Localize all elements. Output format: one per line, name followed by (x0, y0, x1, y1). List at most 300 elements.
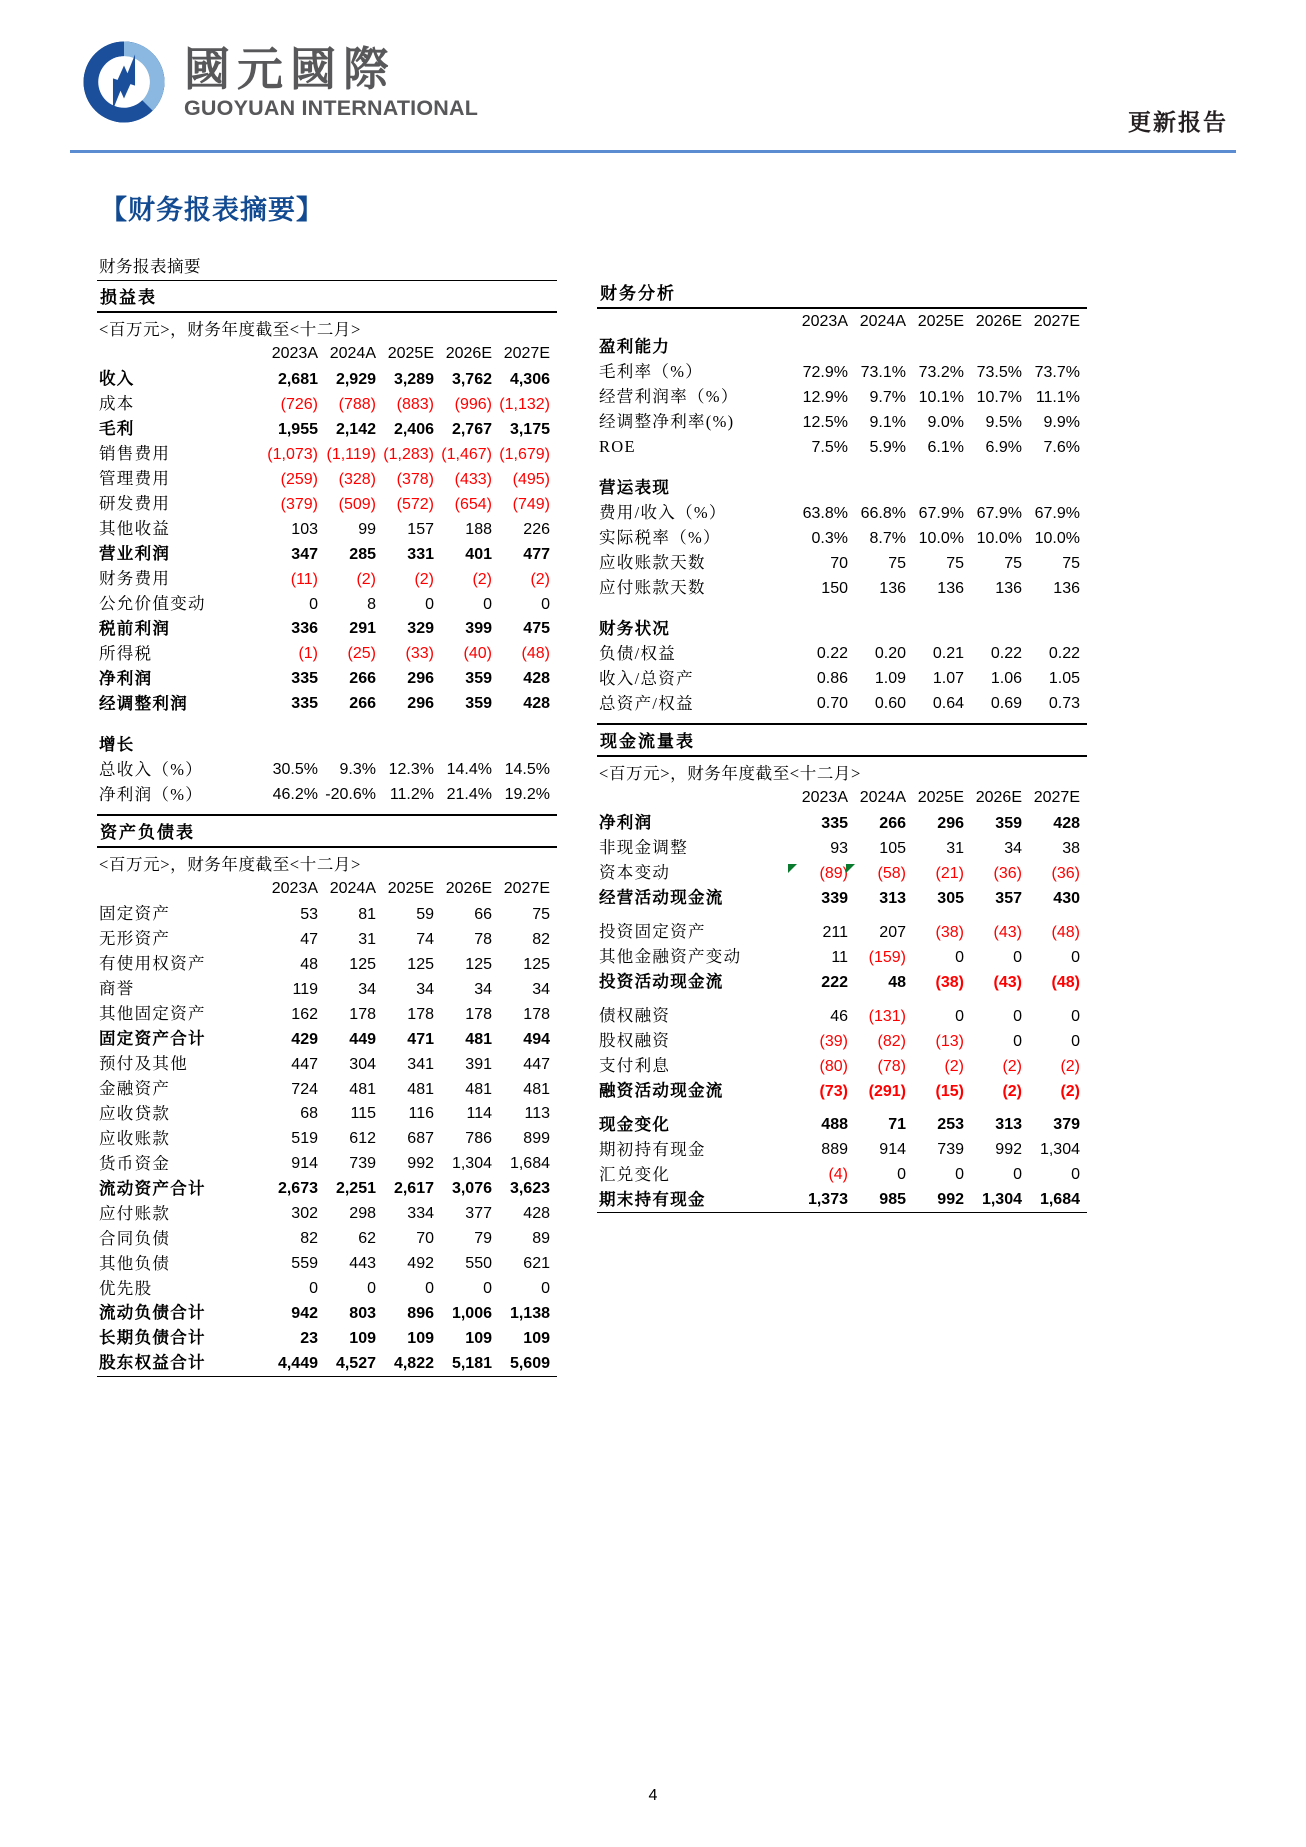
growth-section-header (97, 732, 557, 757)
row-value: (1,467) (441, 445, 492, 463)
table-row (97, 1176, 557, 1201)
column-header-2024A: 2024A (859, 312, 906, 330)
row-value: 481 (465, 1080, 492, 1098)
profitability-section-header (597, 335, 1087, 360)
row-value: 2,142 (335, 420, 376, 438)
row-value: 391 (465, 1055, 492, 1073)
row-value: 687 (407, 1130, 434, 1148)
column-header-blank (597, 309, 797, 335)
row-value: 1,304 (981, 1191, 1022, 1209)
row-value: (328) (338, 470, 376, 488)
row-value: 34 (416, 980, 434, 998)
row-value: 0.3% (811, 529, 848, 547)
table-row (97, 782, 557, 807)
row-value: 0.64 (932, 695, 964, 713)
row-value: 1.06 (990, 670, 1022, 688)
row-value: 136 (879, 579, 906, 597)
row-value: (38) (935, 973, 964, 991)
row-value: 1,684 (1039, 1191, 1080, 1209)
row-value: 2,673 (277, 1180, 318, 1198)
row-value: 10.0% (976, 529, 1022, 547)
row-value: 14.5% (504, 761, 550, 779)
row-value: 66.8% (860, 504, 906, 522)
row-value: 46.2% (272, 786, 318, 804)
table-row (97, 367, 557, 392)
financial-tables-area (0, 253, 1306, 1377)
row-value: 7.5% (811, 438, 848, 456)
column-header-2027E: 2027E (1033, 312, 1080, 330)
column-header-2026E: 2026E (445, 879, 492, 897)
empty-cell (325, 732, 383, 757)
row-value: (25) (347, 645, 376, 663)
column-header-2027E: 2027E (1033, 788, 1080, 806)
table-row (597, 435, 1087, 460)
row-value: 428 (1053, 815, 1080, 832)
table-row (597, 550, 1087, 575)
row-label: 净利润 (599, 813, 653, 833)
row-value: 93 (830, 839, 848, 857)
row-value: 313 (995, 1116, 1022, 1134)
row-label: 固定资产合计 (99, 1028, 206, 1048)
report-type-label: 更新报告 (1128, 110, 1228, 135)
row-value: 68 (300, 1105, 318, 1123)
row-value: 0 (1013, 1032, 1022, 1050)
row-value: 0.22 (1048, 645, 1080, 663)
row-value: (48) (1051, 923, 1080, 941)
row-label: ROE (599, 437, 636, 457)
row-value: 0 (1071, 1032, 1080, 1050)
row-value: 447 (523, 1055, 550, 1073)
row-value: 339 (821, 889, 848, 907)
empty-cell (913, 335, 971, 360)
row-value: 1,138 (509, 1305, 550, 1323)
row-value: 0 (541, 595, 550, 613)
row-value: 0.21 (932, 645, 964, 663)
row-value: 0 (1071, 948, 1080, 966)
row-label: 合同负债 (99, 1228, 171, 1248)
row-label: 其他负债 (99, 1253, 171, 1273)
row-label: 财务费用 (99, 568, 171, 588)
row-label: 长期负债合计 (99, 1328, 206, 1348)
row-value: 2,681 (277, 370, 318, 388)
row-value: 1,955 (277, 420, 318, 438)
row-label: 实际税率（%） (599, 527, 721, 547)
row-value: 0.69 (990, 695, 1022, 713)
spacer-cell (97, 716, 557, 732)
row-label: 研发费用 (99, 494, 171, 514)
row-value: 313 (879, 889, 906, 907)
table-row (597, 500, 1087, 525)
row-label: 债权融资 (599, 1006, 671, 1026)
row-value: 109 (349, 1330, 376, 1348)
row-label: 经营利润率（%） (599, 387, 739, 407)
row-value: 103 (291, 520, 318, 538)
row-value: 0 (1013, 1007, 1022, 1025)
table-row (97, 1051, 557, 1076)
row-label: 期初持有现金 (599, 1139, 706, 1159)
row-value: (89) (797, 861, 855, 886)
row-value: 1,304 (1039, 1141, 1080, 1159)
section-label: 增长 (99, 734, 135, 754)
guoyuan-logo-icon (78, 36, 170, 128)
table-row (97, 1076, 557, 1101)
row-value: 477 (523, 545, 550, 563)
row-value: 136 (1053, 579, 1080, 597)
row-value: 157 (407, 520, 434, 538)
row-value: 73.1% (860, 363, 906, 381)
row-value: 0 (425, 1280, 434, 1298)
row-value: 2,617 (393, 1180, 434, 1198)
row-value: 0.20 (874, 645, 906, 663)
row-label: 投资活动现金流 (599, 972, 724, 992)
balance-sheet-bottom-rule (97, 1376, 557, 1377)
row-value: 23 (300, 1330, 318, 1348)
table-row (97, 666, 557, 691)
row-value: 222 (821, 973, 848, 991)
row-label: 总资产/权益 (599, 693, 694, 713)
row-value: 304 (349, 1055, 376, 1073)
row-value: 34 (532, 980, 550, 998)
spacer-row (597, 994, 1087, 1003)
spacer-cell (597, 1103, 1087, 1112)
row-value: 336 (291, 620, 318, 638)
row-value: 559 (291, 1255, 318, 1273)
empty-cell (1029, 475, 1087, 500)
row-value: 334 (407, 1205, 434, 1223)
table-row (597, 1187, 1087, 1212)
row-value: 428 (523, 695, 550, 713)
row-value: 82 (532, 930, 550, 948)
row-value: (131) (868, 1007, 906, 1025)
row-value: -20.6% (325, 786, 376, 804)
row-label: 流动资产合计 (99, 1178, 206, 1198)
header-divider (70, 150, 1236, 153)
empty-cell (971, 475, 1029, 500)
spacer-cell (597, 911, 1087, 920)
row-label: 投资固定资产 (599, 922, 706, 942)
row-value: (379) (280, 495, 318, 513)
row-value: 331 (407, 545, 434, 563)
row-value: 70 (830, 554, 848, 572)
row-value: (572) (396, 495, 434, 513)
column-header-2024A: 2024A (859, 788, 906, 806)
row-value: 889 (821, 1141, 848, 1159)
row-value: (2) (944, 1057, 964, 1075)
row-value: 11.1% (1035, 388, 1080, 406)
row-label: 成本 (99, 394, 135, 414)
row-label: 无形资产 (99, 929, 171, 949)
empty-cell (797, 616, 855, 641)
row-label: 应付账款 (99, 1203, 171, 1223)
row-value: 178 (407, 1005, 434, 1023)
row-value: 0.70 (816, 695, 848, 713)
row-value: 8 (367, 595, 376, 613)
row-value: 0.22 (816, 645, 848, 663)
column-header-2026E: 2026E (975, 312, 1022, 330)
column-header-2027E: 2027E (503, 879, 550, 897)
row-value: 428 (523, 1205, 550, 1223)
error-flag-icon (788, 864, 797, 873)
row-value: 81 (358, 905, 376, 923)
table-row (97, 927, 557, 952)
table-row (97, 491, 557, 516)
row-value: 67.9% (1034, 504, 1080, 522)
row-value: 266 (349, 695, 376, 713)
row-value: 116 (408, 1105, 434, 1123)
row-value: 475 (523, 620, 550, 638)
balance-sheet-header (97, 876, 557, 902)
row-value: 305 (937, 889, 964, 907)
row-value: 0 (1071, 1166, 1080, 1184)
row-label: 应收账款 (99, 1128, 171, 1148)
row-value: 481 (523, 1080, 550, 1098)
column-header-2025E: 2025E (387, 879, 434, 897)
row-value: 0 (1071, 1007, 1080, 1025)
row-value: 0 (425, 595, 434, 613)
income-statement-header (97, 341, 557, 367)
empty-cell (855, 616, 913, 641)
table-row (97, 1201, 557, 1226)
row-label: 资本变动 (599, 863, 671, 883)
operations-section-header (597, 475, 1087, 500)
row-value: 985 (879, 1191, 906, 1209)
row-label: 费用/收入（%） (599, 503, 727, 523)
section-label: 财务状况 (599, 618, 671, 638)
row-label: 商誉 (99, 979, 135, 999)
table-row (597, 1162, 1087, 1187)
row-label: 毛利 (99, 419, 135, 439)
row-value: 359 (465, 695, 492, 713)
row-value: 481 (349, 1080, 376, 1098)
row-value: 914 (879, 1141, 906, 1159)
logo-english-name: GUOYUAN INTERNATIONAL (184, 95, 479, 120)
row-value: (4) (828, 1166, 848, 1184)
column-header-2023A: 2023A (271, 344, 318, 362)
table-row (97, 1276, 557, 1301)
row-value: 0 (309, 595, 318, 613)
table-row (597, 1003, 1087, 1028)
table-row (597, 360, 1087, 385)
row-value: (2) (356, 570, 376, 588)
row-label: 货币资金 (99, 1153, 171, 1173)
row-value: 253 (937, 1116, 964, 1134)
row-value: 12.5% (802, 413, 848, 431)
row-value: (80) (819, 1057, 848, 1075)
row-value: 298 (349, 1205, 376, 1223)
row-value: 125 (349, 955, 376, 973)
row-value: 0 (955, 948, 964, 966)
table-row (97, 516, 557, 541)
spacer-cell (597, 459, 1087, 475)
row-value: 379 (1053, 1116, 1080, 1134)
row-value: 621 (523, 1255, 550, 1273)
row-value: 3,289 (393, 370, 434, 388)
left-table-column (97, 253, 557, 1377)
row-value: 0.86 (816, 670, 848, 688)
table-row (597, 1078, 1087, 1103)
row-value: 4,306 (509, 370, 550, 388)
row-label: 经调整利润 (99, 693, 188, 713)
row-label: 负债/权益 (599, 643, 677, 663)
table-row (597, 1137, 1087, 1162)
row-value: 3,076 (451, 1180, 492, 1198)
row-value: 399 (465, 620, 492, 638)
row-value: 429 (291, 1030, 318, 1048)
row-value: (36) (1051, 864, 1080, 882)
row-value: 75 (1062, 554, 1080, 572)
column-header-2024A: 2024A (329, 344, 376, 362)
row-value: 1,684 (509, 1155, 550, 1173)
row-value: (1,119) (326, 445, 376, 463)
row-value: 63.8% (802, 504, 848, 522)
row-value: 0.73 (1048, 695, 1080, 713)
empty-cell (971, 616, 1029, 641)
row-label: 收入 (99, 369, 135, 389)
row-value: 9.7% (869, 388, 906, 406)
balance-sheet-unit-note: <百万元>，财务年度截至<十二月> (99, 854, 361, 874)
row-value: 9.0% (927, 413, 964, 431)
row-value: 10.7% (976, 388, 1022, 406)
row-value: (43) (993, 923, 1022, 941)
income-statement-table (97, 341, 557, 807)
row-value: 119 (292, 980, 318, 998)
column-header-2026E: 2026E (445, 344, 492, 362)
row-value: 296 (407, 670, 434, 688)
row-value: 115 (350, 1105, 376, 1123)
column-header-2025E: 2025E (917, 312, 964, 330)
table-row (597, 945, 1087, 970)
table-row (97, 616, 557, 641)
table-row (97, 417, 557, 442)
row-value: 136 (937, 579, 964, 597)
row-label: 其他收益 (99, 519, 171, 539)
table-row (597, 920, 1087, 945)
row-value: 125 (523, 955, 550, 973)
row-value: 62 (358, 1230, 376, 1248)
row-value: 1,304 (451, 1155, 492, 1173)
row-value: (13) (935, 1032, 964, 1050)
table-row (597, 410, 1087, 435)
row-value: (1,073) (267, 445, 318, 463)
row-value: 341 (407, 1055, 434, 1073)
row-value: 447 (291, 1055, 318, 1073)
row-value: 1.09 (874, 670, 906, 688)
row-value: 519 (291, 1130, 318, 1148)
column-header-2023A: 2023A (801, 788, 848, 806)
table-row (97, 467, 557, 492)
row-value: 14.4% (446, 761, 492, 779)
row-value: 59 (416, 905, 434, 923)
row-value: (1,679) (499, 445, 550, 463)
row-value: 6.1% (927, 438, 964, 456)
position-section-header (597, 616, 1087, 641)
spacer-row (597, 459, 1087, 475)
row-label: 其他金融资产变动 (599, 947, 742, 967)
row-label: 汇兑变化 (599, 1164, 671, 1184)
row-label: 销售费用 (99, 444, 171, 464)
row-value: (48) (1051, 973, 1080, 991)
row-value: 443 (349, 1255, 376, 1273)
row-label: 有使用权资产 (99, 954, 206, 974)
table-row (97, 902, 557, 927)
row-label: 应付账款天数 (599, 577, 706, 597)
row-value: 11.2% (389, 786, 434, 804)
row-value: 494 (523, 1030, 550, 1048)
table-row (97, 1001, 557, 1026)
row-value: (21) (935, 864, 964, 882)
empty-cell (797, 475, 855, 500)
row-value: 335 (291, 695, 318, 713)
row-value: 724 (291, 1080, 318, 1098)
table-row (597, 641, 1087, 666)
cash-flow-table (597, 785, 1087, 1212)
row-value: 786 (465, 1130, 492, 1148)
row-label: 经调整净利率(%) (599, 412, 735, 432)
row-value: 0.22 (990, 645, 1022, 663)
company-logo (78, 36, 478, 128)
row-value: 12.3% (388, 761, 434, 779)
row-value: 79 (474, 1230, 492, 1248)
table-row (597, 1053, 1087, 1078)
row-value: 739 (349, 1155, 376, 1173)
table-row (97, 541, 557, 566)
row-value: (15) (935, 1082, 964, 1100)
row-value: 162 (291, 1005, 318, 1023)
row-value: 10.0% (1034, 529, 1080, 547)
row-value: 114 (466, 1105, 492, 1123)
row-label: 收入/总资产 (599, 668, 694, 688)
row-value: (291) (868, 1082, 906, 1100)
cash-flow-title: 现金流量表 (600, 732, 695, 752)
row-value: 113 (524, 1105, 550, 1123)
row-value: 82 (300, 1230, 318, 1248)
table-row (97, 1351, 557, 1376)
table-row (97, 757, 557, 782)
row-value: 7.6% (1043, 438, 1080, 456)
row-value: 48 (888, 973, 906, 991)
row-value: 5,609 (509, 1355, 550, 1373)
logo-chinese-name: 國元國際 (184, 42, 396, 95)
row-label: 股东权益合计 (99, 1353, 206, 1373)
spacer-row (597, 1103, 1087, 1112)
row-value: (33) (405, 645, 434, 663)
row-value: 449 (349, 1030, 376, 1048)
row-value: 291 (349, 620, 376, 638)
row-label: 支付利息 (599, 1055, 671, 1075)
page-header (0, 0, 1306, 160)
column-header-2023A: 2023A (271, 879, 318, 897)
row-label: 融资活动现金流 (599, 1080, 724, 1100)
page-title: 【财务报表摘要】 (100, 195, 324, 225)
row-label: 现金变化 (599, 1114, 671, 1134)
empty-cell (855, 475, 913, 500)
spacer-cell (597, 600, 1087, 616)
row-value: 612 (349, 1130, 376, 1148)
row-value: 125 (465, 955, 492, 973)
spacer-cell (597, 994, 1087, 1003)
row-value: (495) (512, 470, 550, 488)
row-value: (2) (530, 570, 550, 588)
row-value: 914 (291, 1155, 318, 1173)
logo-text (184, 42, 479, 120)
column-header-2026E: 2026E (975, 788, 1022, 806)
spacer-row (597, 911, 1087, 920)
row-value: 3,762 (451, 370, 492, 388)
row-value: 75 (888, 554, 906, 572)
column-header-2023A: 2023A (801, 312, 848, 330)
row-value: 75 (1004, 554, 1022, 572)
row-value: 0 (367, 1280, 376, 1298)
